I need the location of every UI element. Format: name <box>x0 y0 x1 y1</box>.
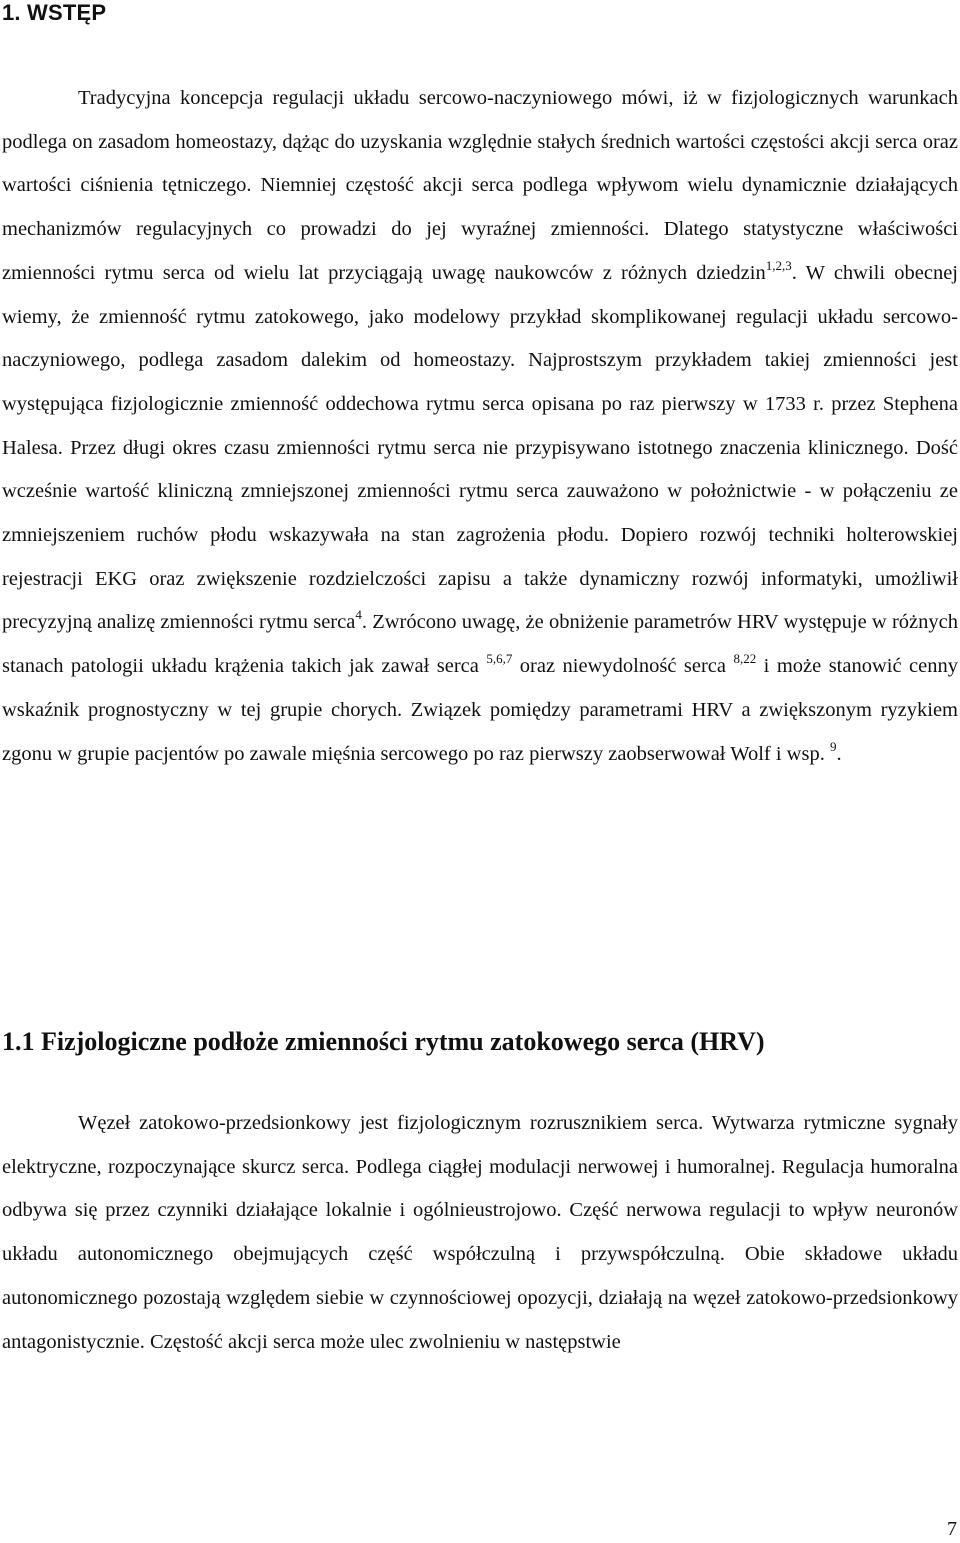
intro-paragraph <box>2 77 958 776</box>
intro-text-3: . Zwrócono uwagę, że obniżenie parametrów HRV występuje w różnych stanach patologii układu krążenia takich jak zawał serca <box>2 611 958 678</box>
section-paragraph: Węzeł zatokowo-przedsionkowy jest fizjologicznym rozrusznikiem serca. Wytwarza rytmiczne sygnały elektryczne, rozpoczynające skurcz serca. Podlega ciągłej modulacji nerwowej i humoralnej. Regulacja humoralna odbywa się przez czynniki działające lokalnie i ogólnieustrojowo. Część nerwowa regulacji to wpływ neuronów układu autonomicznego obejmujących część współczulną i przywspółczulną. Obie składowe układu autonomicznego pozostają względem siebie w czynnościowej opozycji, działają na węzeł zatokowo-przedsionkowy antagonistycznie. Częstość akcji serca może ulec zwolnieniu w następstwie <box>2 1112 958 1353</box>
section-heading: 1.1 Fizjologiczne podłoże zmienności rytmu zatokowego serca (HRV) <box>2 1027 765 1056</box>
intro-text-5: i może stanowić cenny wskaźnik prognostyczny w tej grupie chorych. Związek pomiędzy parametrami HRV a zwiększonym ryzykiem zgonu w grupie pacjentów po zawale mięśnia sercowego po raz pierwszy zaobserwował Wolf i wsp. <box>2 655 958 765</box>
citation-ref: 1,2,3 <box>765 257 792 273</box>
intro-text-1: Tradycyjna koncepcja regulacji układu sercowo-naczyniowego mówi, iż w fizjologicznych warunkach podlega on zasadom homeostazy, dążąc do uzyskania względnie stałych średnich wartości częstości akcji serca oraz wartości ciśnienia tętniczego. Niemniej częstość akcji serca podlega wpływom wielu dynamicznie działających mechanizmów regulacyjnych co prowadzi do jej wyraźnej zmienności. Dlatego statystyczne właściwości zmienności rytmu serca od wielu lat przyciągają uwagę naukowców z różnych dziedzin <box>2 87 958 284</box>
intro-text-2: . W chwili obecnej wiemy, że zmienność rytmu zatokowego, jako modelowy przykład skomplikowanej regulacji układu sercowo-naczyniowego, podlega zasadom dalekim od homeostazy. Najprostszym przykładem takiej zmienności jest występująca fizjologicznie zmienność oddechowa rytmu serca opisana po raz pierwszy w 1733 r. przez Stephena Halesa. Przez długi okres czasu zmienności rytmu serca nie przypisywano istotnego znaczenia klinicznego. Dość wcześnie wartość kliniczną zmniejszonej zmienności rytmu serca zauważono w położnictwie - w połączeniu ze zmniejszeniem ruchów płodu wskazywała na stan zagrożenia płodu. Dopiero rozwój techniki holterowskiej rejestracji EKG oraz zwiększenie rozdzielczości zapisu a także dynamiczny rozwój informatyki, umożliwił precyzyjną analizę zmienności rytmu serca <box>2 261 959 634</box>
citation-ref: 5,6,7 <box>486 651 513 667</box>
page-number: 7 <box>947 1518 957 1540</box>
citation-ref: 4 <box>355 607 362 623</box>
citation-ref: 8,22 <box>733 651 757 667</box>
intro-text-6: . <box>836 742 842 765</box>
citation-ref: 9 <box>829 738 837 754</box>
chapter-heading: 1. WSTĘP <box>2 0 107 25</box>
intro-text-4: oraz niewydolność serca <box>512 655 726 678</box>
